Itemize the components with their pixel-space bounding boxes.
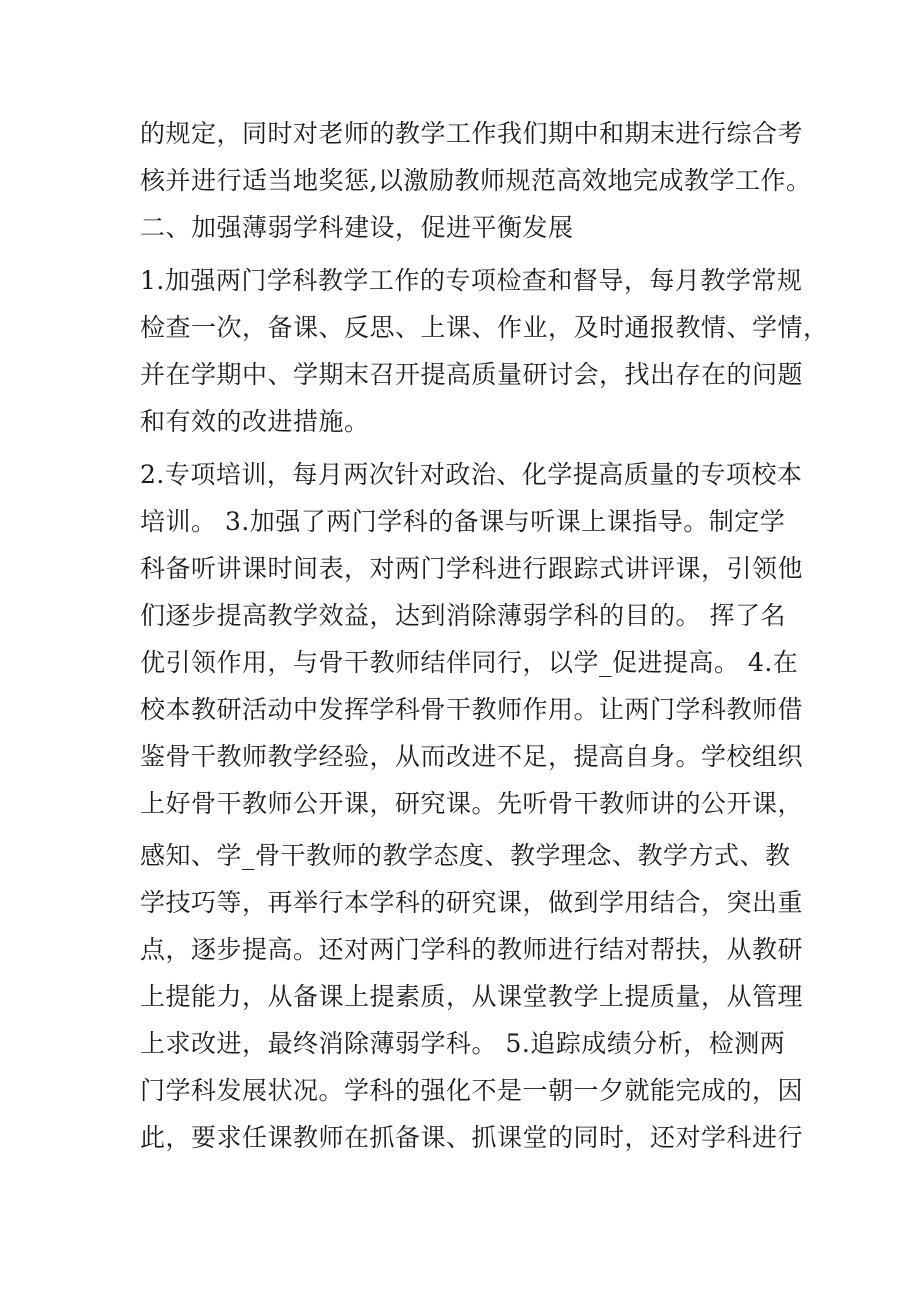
text-line: 2.专项培训，每月两次针对政治、化学提高质量的专项校本 (140, 460, 803, 489)
text-line: 优引领作用，与骨干教师结伴同行，以学_促进提高。 4.在 (140, 648, 799, 677)
text-line: 鉴骨干教师教学经验，从而改进不足，提高自身。学校组织 (140, 742, 804, 771)
section-heading: 二、加强薄弱学科建设，促进平衡发展 (140, 213, 574, 242)
text-line: 此，要求任课教师在抓备课、抓课堂的同时，还对学科进行 (140, 1123, 804, 1152)
text-line: 检查一次，备课、反思、上课、作业，及时通报教情、学情， (140, 313, 829, 342)
text-line: 校本教研活动中发挥学科骨干教师作用。让两门学科教师借 (140, 695, 804, 724)
text-line: 和有效的改进措施。 (140, 407, 370, 436)
text-line: 们逐步提高教学效益，达到消除薄弱学科的目的。 挥了名 (140, 601, 786, 630)
text-line: 的规定，同时对老师的教学工作我们期中和期末进行综合考 (140, 119, 804, 148)
text-line: 感知、学_骨干教师的教学态度、教学理念、教学方式、教 (140, 841, 791, 870)
text-line: 上求改进，最终消除薄弱学科。 5.追踪成绩分析，检测两 (140, 1029, 786, 1058)
text-line: 门学科发展状况。学科的强化不是一朝一夕就能完成的，因 (140, 1076, 804, 1105)
text-line: 核并进行适当地奖惩,以激励教师规范高效地完成教学工作。 (140, 166, 812, 195)
text-line: 1.加强两门学科教学工作的专项检查和督导，每月教学常规 (140, 266, 803, 295)
text-line: 上好骨干教师公开课，研究课。先听骨干教师讲的公开课， (140, 789, 804, 818)
text-line: 并在学期中、学期末召开提高质量研讨会，找出存在的问题 (140, 360, 804, 389)
text-line: 学技巧等，再举行本学科的研究课，做到学用结合，突出重 (140, 888, 804, 917)
text-line: 培训。 3.加强了两门学科的备课与听课上课指导。制定学 (140, 507, 786, 536)
text-line: 科备听讲课时间表，对两门学科进行跟踪式讲评课，引领他 (140, 554, 804, 583)
text-line: 上提能力，从备课上提素质，从课堂教学上提质量，从管理 (140, 982, 804, 1011)
text-line: 点，逐步提高。还对两门学科的教师进行结对帮扶，从教研 (140, 935, 804, 964)
